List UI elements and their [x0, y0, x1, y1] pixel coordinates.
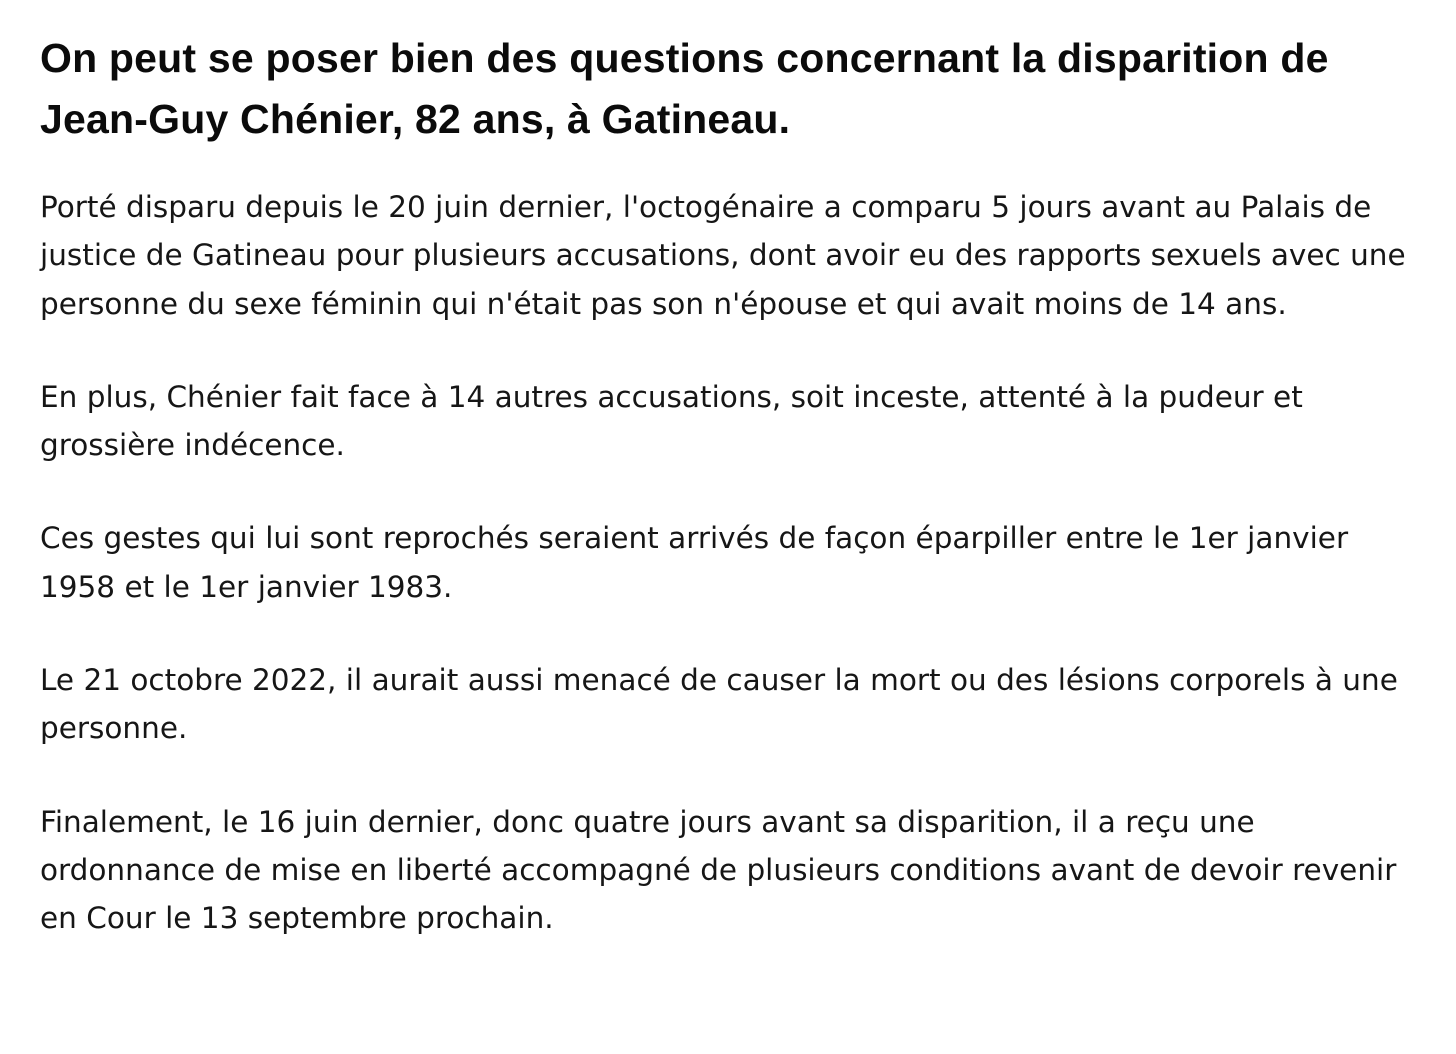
article-paragraph: Finalement, le 16 juin dernier, donc quatre jours avant sa disparition, il a reçu une ordonnance de mise en liberté accompagné de plusieurs conditions avant de devoir revenir en Cour le 13 septembre prochain.: [40, 804, 1397, 936]
article: [40, 28, 1425, 943]
article-headline: On peut se poser bien des questions concernant la disparition de Jean-Guy Chénier, 82 ans, à Gatineau.: [40, 35, 1329, 142]
article-paragraph: Ces gestes qui lui sont reprochés seraient arrivés de façon éparpiller entre le 1er janvier 1958 et le 1er janvier 1983.: [40, 521, 1349, 604]
article-paragraph: En plus, Chénier fait face à 14 autres accusations, soit inceste, attenté à la pudeur et grossière indécence.: [40, 379, 1303, 463]
article-paragraph: Le 21 octobre 2022, il aurait aussi menacé de causer la mort ou des lésions corporels à une personne.: [40, 663, 1398, 746]
article-paragraph: Porté disparu depuis le 20 juin dernier, l'octogénaire a comparu 5 jours avant au Palais de justice de Gatineau pour plusieurs accusations, dont avoir eu des rapports sexuels avec une personne du sexe féminin qui n'était pas son n'épouse et qui avait moins de 14 ans.: [40, 190, 1406, 321]
